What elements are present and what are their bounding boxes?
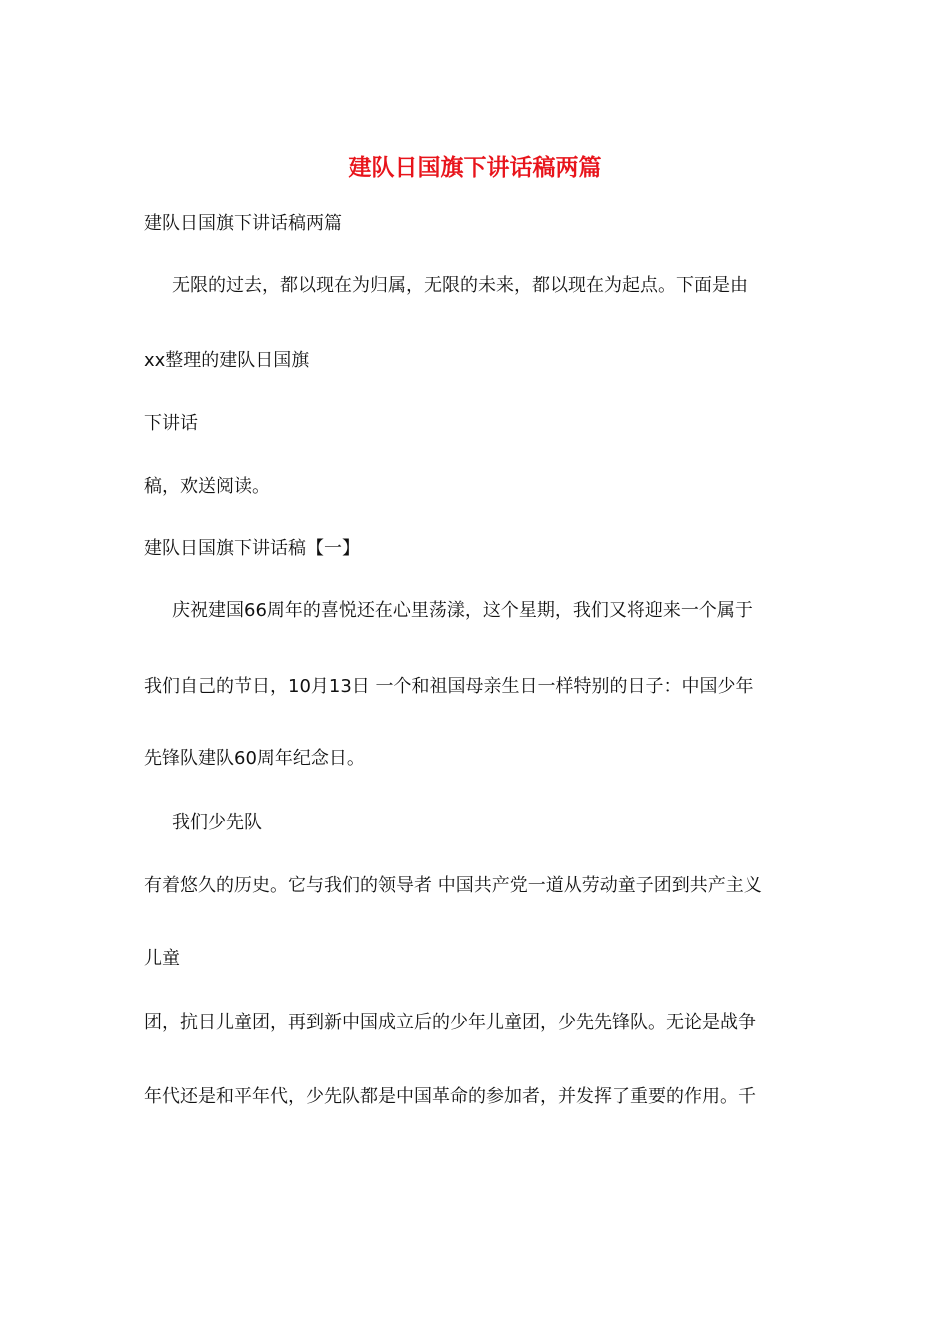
paragraph-line: 团，抗日儿童团，再到新中国成立后的少年儿童团，少先先锋队。无论是战争 — [144, 1012, 756, 1033]
subtitle-line: 建队日国旗下讲话稿两篇 — [144, 213, 342, 234]
paragraph-line: 我们少先队 — [172, 812, 262, 833]
paragraph-line: 庆祝建国66周年的喜悦还在心里荡漾，这个星期，我们又将迎来一个属于 — [172, 600, 753, 621]
document-title: 建队日国旗下讲话稿两篇 — [348, 154, 602, 181]
paragraph-line: 我们自己的节日，10月13日 一个和祖国母亲生日一样特别的日子：中国少年 — [144, 676, 754, 697]
paragraph-line: 无限的过去，都以现在为归属，无限的未来，都以现在为起点。下面是由 — [172, 275, 748, 296]
paragraph-line: 先锋队建队60周年纪念日。 — [144, 748, 365, 769]
paragraph-line: 年代还是和平年代，少先队都是中国革命的参加者，并发挥了重要的作用。千 — [144, 1086, 756, 1107]
paragraph-line: 儿童 — [144, 948, 180, 969]
paragraph-line: 下讲话 — [144, 413, 198, 434]
section-heading: 建队日国旗下讲话稿【一】 — [144, 538, 360, 559]
paragraph-line: 有着悠久的历史。它与我们的领导者 中国共产党一道从劳动童子团到共产主义 — [144, 875, 762, 896]
paragraph-line: xx整理的建队日国旗 — [144, 350, 310, 371]
paragraph-line: 稿，欢送阅读。 — [144, 476, 270, 497]
